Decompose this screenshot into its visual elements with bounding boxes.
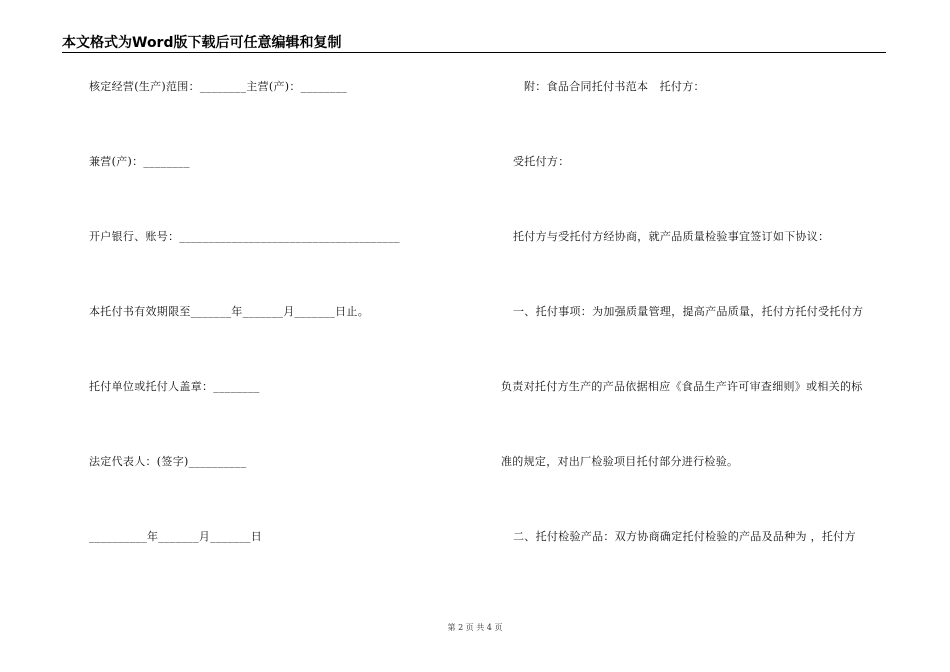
- appendix-line: 附：食品合同托付书范本 托付方：: [524, 80, 705, 93]
- clause-one-end-line: 准的规定，对出厂检验项目托付部分进行检验。: [501, 455, 739, 468]
- header-divider: [62, 52, 886, 53]
- business-scope-line: 核定经营(生产)范围：________主营(产)：________: [89, 80, 348, 93]
- bank-account-line: 开户银行、账号：______________________________________: [89, 230, 400, 243]
- entrusted-party-line: 受托付方：: [513, 155, 570, 168]
- agreement-intro-line: 托付方与受托付方经协商，就产品质量检验事宜签订如下协议：: [513, 230, 830, 243]
- secondary-business-line: 兼营(产)：________: [89, 155, 190, 168]
- date-line: __________年_______月_______日: [89, 530, 263, 543]
- validity-period-line: 本托付书有效期限至_______年_______月_______日止。: [89, 305, 369, 318]
- clause-two-line: 二、托付检验产品：双方协商确定托付检验的产品及品种为 ，托付方: [513, 530, 856, 543]
- clause-one-continued-line: 负责对托付方生产的产品依据相应《食品生产许可审查细则》或相关的标: [501, 380, 863, 393]
- seal-line: 托付单位或托付人盖章：________: [89, 380, 260, 393]
- clause-one-line: 一、托付事项：为加强质量管理，提高产品质量，托付方托付受托付方: [513, 305, 864, 318]
- page-number: 第 2 页 共 4 页: [447, 623, 503, 632]
- legal-representative-line: 法定代表人：(签字)__________: [89, 455, 247, 468]
- header-title: 本文格式为Word版下载后可任意编辑和复制: [62, 35, 342, 51]
